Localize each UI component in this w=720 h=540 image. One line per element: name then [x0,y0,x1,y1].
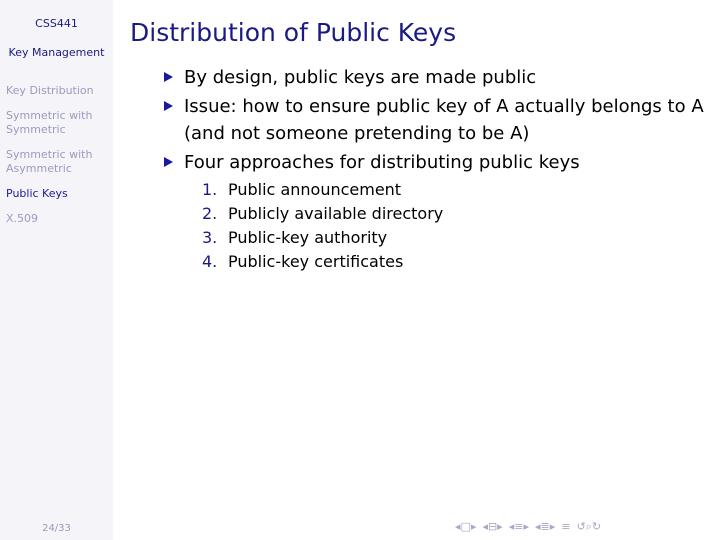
bullet-arrow-icon [164,72,173,82]
list-number: 4. [202,252,218,271]
list-item [202,226,705,250]
sidebar-item-x509[interactable]: X.509 [6,212,39,225]
bullet-item [160,93,705,147]
nav-frame-next-icon[interactable]: ◂≣▸ [534,520,556,533]
nav-subsection-icon[interactable]: ◂⊟▸ [482,520,503,533]
bullet-text: By design, public keys are made public [184,67,537,88]
sidebar-item-symmetric-with-symmetric[interactable]: Symmetric with Symmetric [6,109,93,136]
slide-title: Distribution of Public Keys [130,18,457,47]
lecture-title[interactable]: Key Management [8,46,105,59]
sidebar [0,0,113,540]
list-item [202,250,705,274]
nav-frame-prev-icon[interactable]: ◂□▸ [455,520,477,533]
list-number: 2. [202,204,218,223]
list-text: Public announcement [228,180,402,199]
list-number: 1. [202,180,218,199]
slide-content [160,64,705,274]
bullet-text: Issue: how to ensure public key of A actually belongs to A (and not someone pretending to be A) [184,96,704,144]
nav-section-icon[interactable]: ◂≡▸ [508,520,529,533]
nav-document-icon[interactable]: ≡ [561,520,571,533]
approaches-list [160,178,705,274]
bullet-arrow-icon [164,157,173,167]
beamer-navigation [455,520,601,534]
sidebar-item-symmetric-with-asymmetric[interactable]: Symmetric with Asymmetric [6,148,93,175]
bullet-item [160,64,705,91]
bullet-arrow-icon [164,101,173,111]
sidebar-nav [6,84,110,237]
bullet-text: Four approaches for distributing public keys [184,152,580,173]
list-number: 3. [202,228,218,247]
list-text: Publicly available directory [228,204,444,223]
list-text: Public-key certificates [228,252,404,271]
list-text: Public-key authority [228,228,388,247]
page-number: 24/33 [42,523,71,534]
course-title[interactable]: CSS441 [35,17,78,30]
bullet-item [160,149,705,176]
sidebar-item-key-distribution[interactable]: Key Distribution [6,84,94,97]
search-icon[interactable]: ↺⌕↻ [576,520,602,533]
sidebar-item-public-keys[interactable]: Public Keys [6,187,68,200]
list-item [202,178,705,202]
list-item [202,202,705,226]
